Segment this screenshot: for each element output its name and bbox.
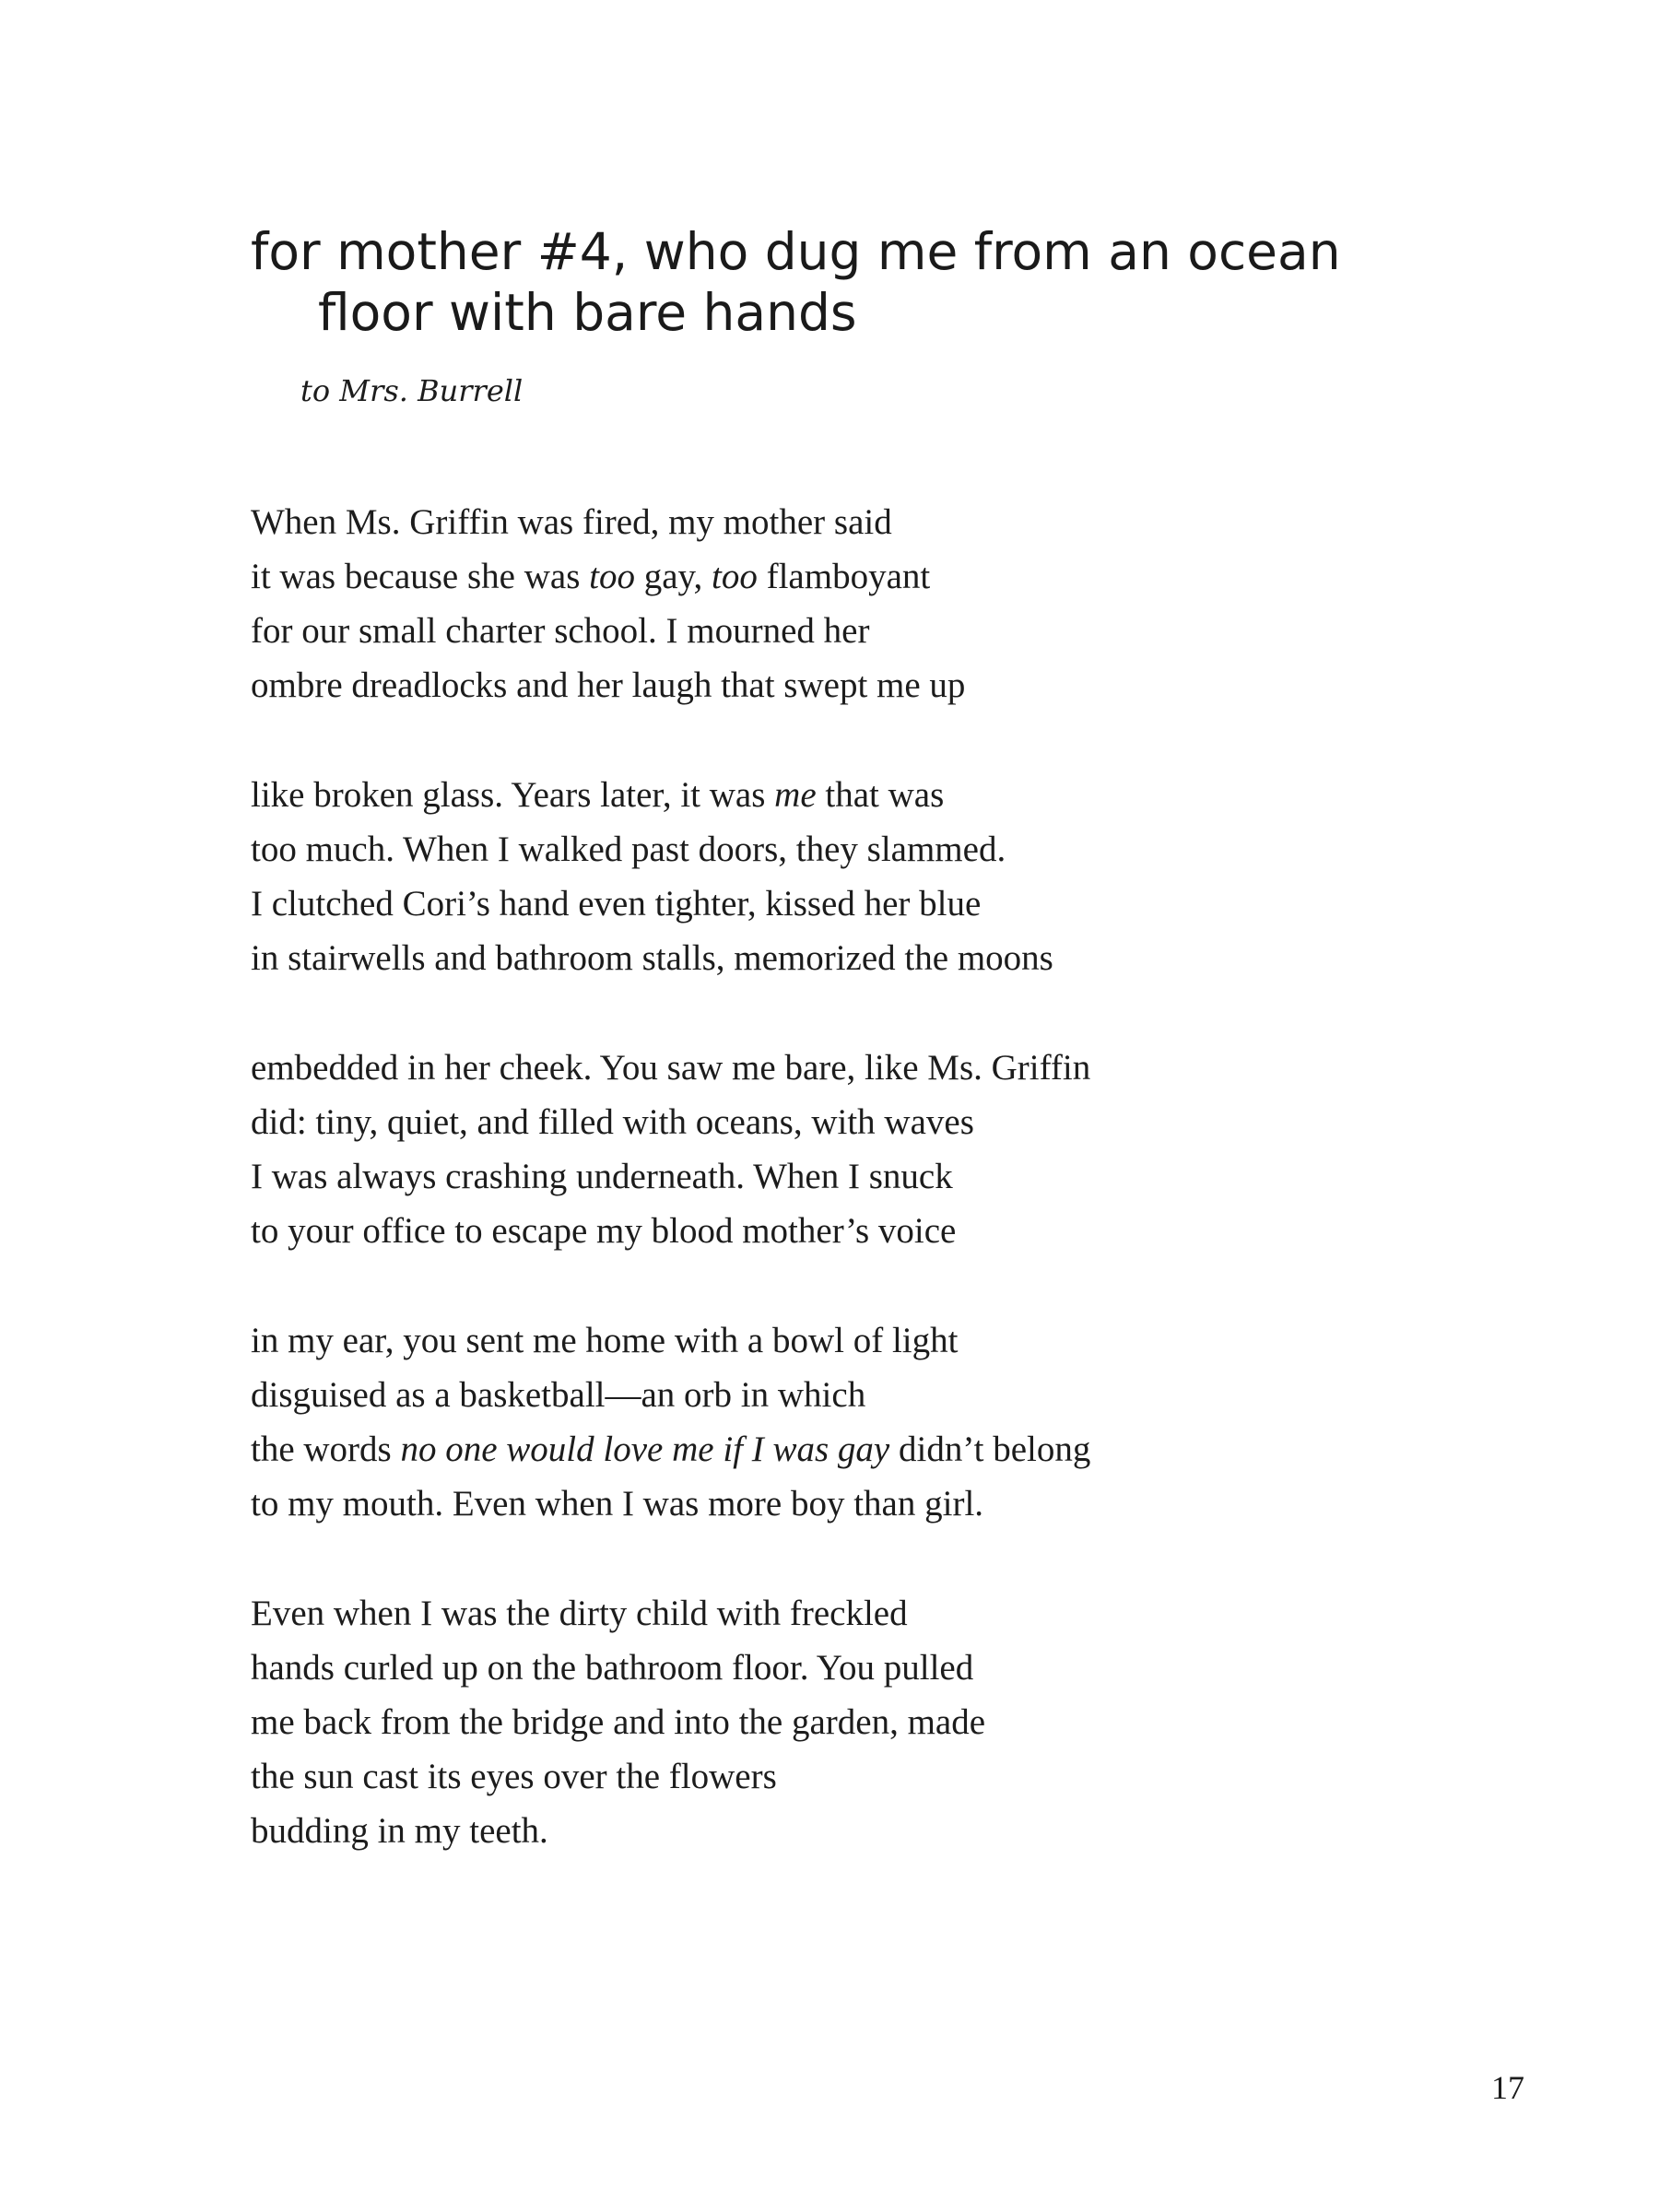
- emphasis: no one would love me if I was gay: [400, 1430, 890, 1469]
- poem-line: [251, 549, 965, 604]
- line-segment: gay,: [634, 557, 712, 596]
- poem-line: When Ms. Griffin was fired, my mother said: [251, 502, 892, 542]
- line-segment: that was: [816, 775, 945, 815]
- poem-line: too much. When I walked past doors, they slammed.: [251, 830, 1006, 869]
- stanza-4: [251, 1313, 1090, 1531]
- poem-line: in my ear, you sent me home with a bowl of light: [251, 1321, 959, 1360]
- poem-title-line-1: for mother #4, who dug me from an ocean: [251, 222, 1341, 281]
- poem-line: embedded in her cheek. You saw me bare, like Ms. Griffin: [251, 1048, 1091, 1088]
- poem-line: did: tiny, quiet, and filled with oceans, with waves: [251, 1102, 974, 1142]
- poem-line: [251, 1422, 1090, 1477]
- stanza-2: [251, 768, 1053, 985]
- stanza-5: [251, 1586, 985, 1858]
- poem-line: [251, 768, 1053, 822]
- page-number: 17: [1491, 2069, 1524, 2106]
- poem-line: for our small charter school. I mourned her: [251, 611, 870, 651]
- line-segment: flamboyant: [757, 557, 931, 596]
- line-segment: it was because she was: [251, 557, 590, 596]
- poem-line: to your office to escape my blood mother’s voice: [251, 1211, 957, 1251]
- line-segment: like broken glass. Years later, it was: [251, 775, 775, 815]
- poem-line: disguised as a basketball—an orb in which: [251, 1375, 866, 1415]
- poem-line: the sun cast its eyes over the flowers: [251, 1757, 777, 1796]
- poem-line: ombre dreadlocks and her laugh that swept me up: [251, 665, 966, 705]
- emphasis: too: [589, 557, 635, 596]
- poem-line: Even when I was the dirty child with freckled: [251, 1594, 908, 1633]
- stanza-1: [251, 495, 965, 712]
- poem-line: me back from the bridge and into the garden, made: [251, 1702, 986, 1742]
- line-segment: the words: [251, 1430, 401, 1469]
- poem-line: to my mouth. Even when I was more boy than girl.: [251, 1484, 984, 1524]
- poem-line: budding in my teeth.: [251, 1811, 548, 1851]
- emphasis: me: [774, 775, 817, 815]
- stanza-3: [251, 1041, 1090, 1258]
- emphasis: too: [712, 557, 758, 596]
- dedication: to Mrs. Burrell: [300, 373, 524, 408]
- poem-line: I was always crashing underneath. When I snuck: [251, 1157, 953, 1196]
- poem-title-line-2: floor with bare hands: [318, 283, 857, 342]
- poem-line: in stairwells and bathroom stalls, memorized the moons: [251, 938, 1053, 978]
- line-segment: didn’t belong: [889, 1430, 1091, 1469]
- poem-line: hands curled up on the bathroom floor. You pulled: [251, 1648, 974, 1688]
- poem-line: I clutched Cori’s hand even tighter, kissed her blue: [251, 884, 982, 924]
